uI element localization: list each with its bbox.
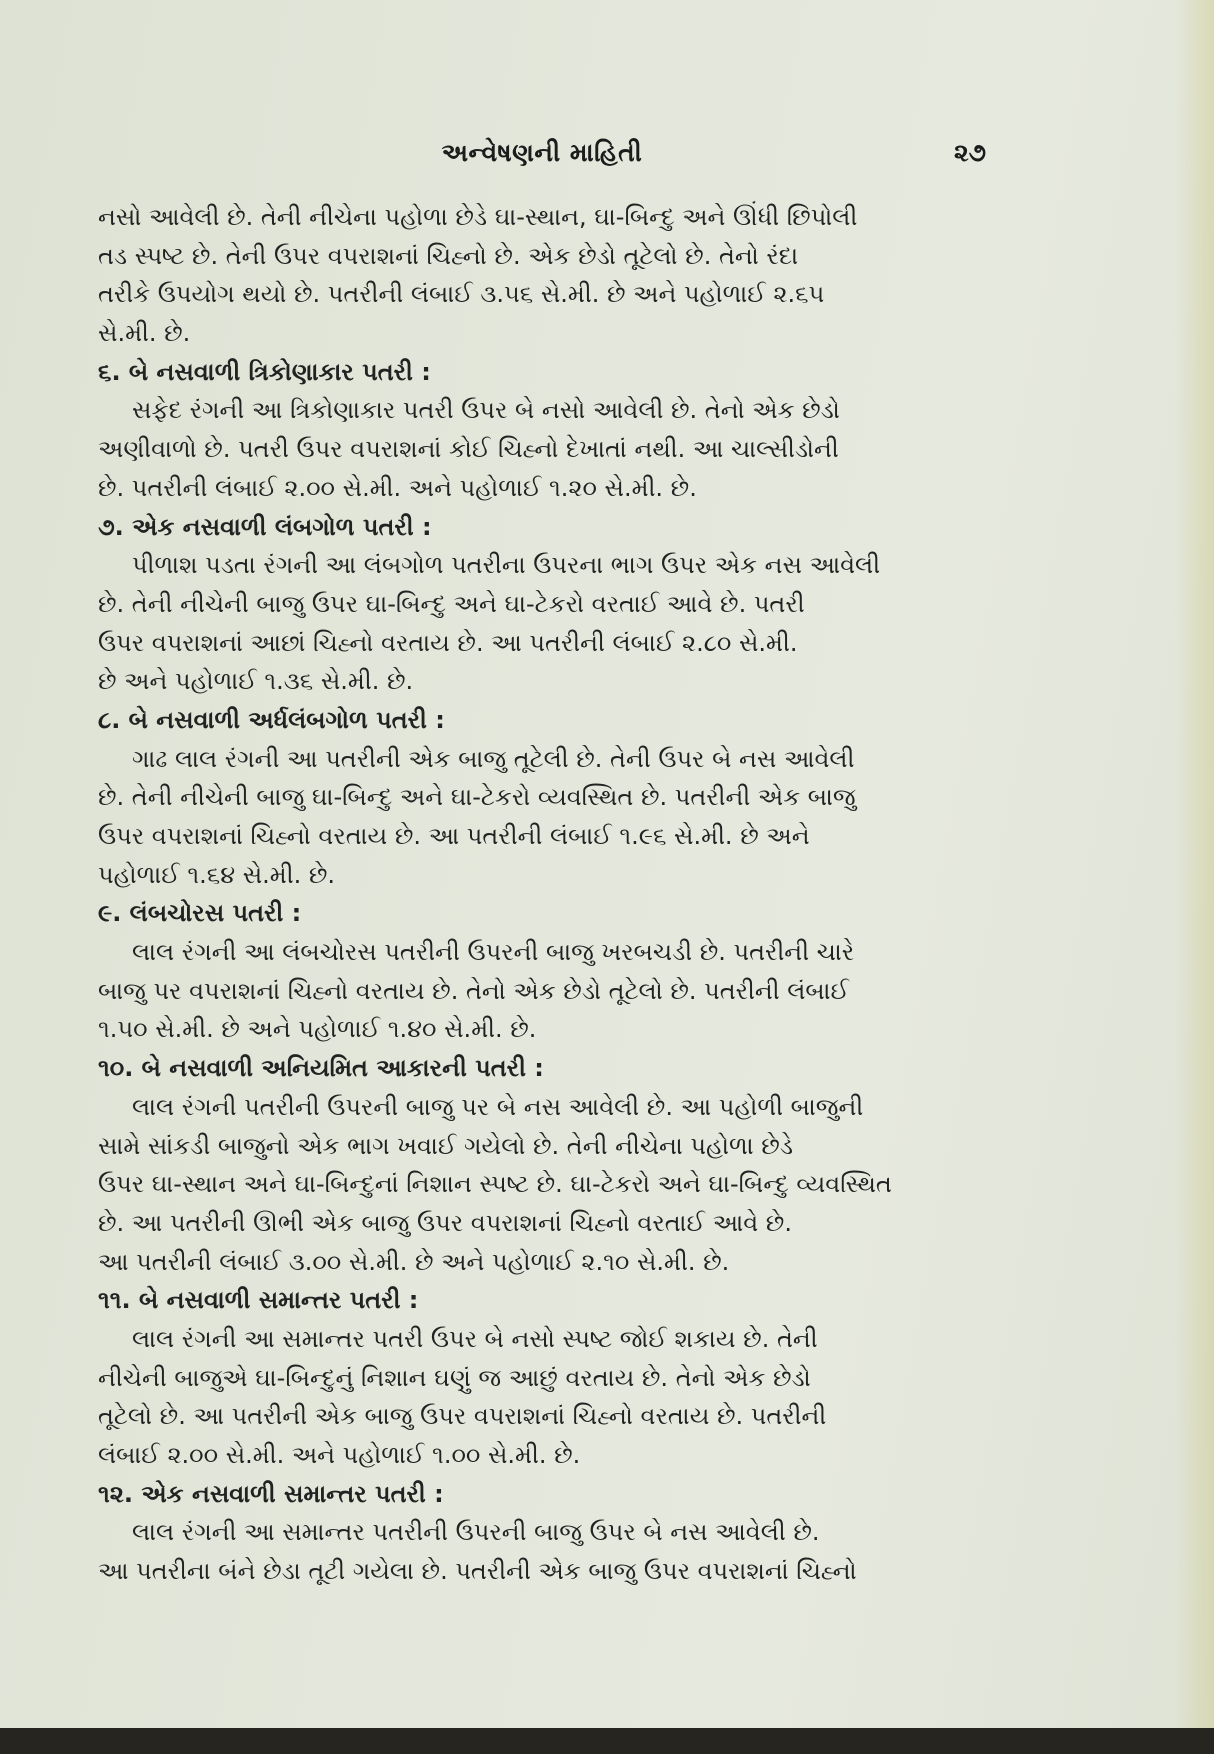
text-line: લાલ રંગની આ સમાન્તર પતરીની ઉપરની બાજુ ઉપર બે નસ આવેલી છે. xyxy=(132,1518,820,1547)
text-line: આ પતરીના બંને છેડા તૂટી ગયેલા છે. પતરીની એક બાજુ ઉપર વપરાશનાં ચિહ્નો xyxy=(98,1557,857,1586)
section-heading: ૯. લંબચોરસ પતરી : xyxy=(98,899,302,928)
text-line: છે અને પહોળાઈ ૧.૩૬ સે.મી. છે. xyxy=(98,667,414,696)
text-line: લાલ રંગની પતરીની ઉપરની બાજુ પર બે નસ આવેલી છે. આ પહોળી બાજુની xyxy=(132,1092,864,1121)
text-line: છે. આ પતરીની ઊભી એક બાજુ ઉપર વપરાશનાં ચિહ્નો વરતાઈ આવે છે. xyxy=(98,1208,792,1237)
text-line: અણીવાળો છે. પતરી ઉપર વપરાશનાં કોઈ ચિહ્નો દેખાતાં નથી. આ ચાલ્સીડોની xyxy=(98,435,839,464)
text-line: નીચેની બાજુએ ઘા-બિન્દુનું નિશાન ઘણું જ આછું વરતાય છે. તેનો એક છેડો xyxy=(98,1363,811,1392)
text-line: સામે સાંકડી બાજુનો એક ભાગ ખવાઈ ગયેલો છે. તેની નીચેના પહોળા છેડે xyxy=(98,1131,794,1160)
text-line: બાજુ પર વપરાશનાં ચિહ્નો વરતાય છે. તેનો એક છેડો તૂટેલો છે. પતરીની લંબાઈ xyxy=(98,976,850,1005)
text-line: ઉપર વપરાશનાં ચિહ્નો વરતાય છે. આ પતરીની લંબાઈ ૧.૯૬ સે.મી. છે અને xyxy=(98,822,810,850)
page-bottom-edge xyxy=(0,1728,1214,1754)
text-line: તૂટેલો છે. આ પતરીની એક બાજુ ઉપર વપરાશનાં ચિહ્નો વરતાય છે. પતરીની xyxy=(98,1402,827,1431)
text-line: ગાઢ લાલ રંગની આ પતરીની એક બાજુ તૂટેલી છે. તેની ઉપર બે નસ આવેલી xyxy=(132,744,855,773)
text-line: પહોળાઈ ૧.૬૪ સે.મી. છે. xyxy=(98,860,336,889)
text-line: ઉપર ઘા-સ્થાન અને ઘા-બિન્દુનાં નિશાન સ્પષ્ટ છે. ઘા-ટેકરો અને ઘા-બિન્દુ વ્યવસ્થિત xyxy=(98,1170,892,1199)
text-line: તરીકે ઉપયોગ થયો છે. પતરીની લંબાઈ ૩.૫૬ સે.મી. છે અને પહોળાઈ ૨.૬૫ xyxy=(98,280,825,309)
text-line: લાલ રંગની આ સમાન્તર પતરી ઉપર બે નસો સ્પષ્ટ જોઈ શકાય છે. તેની xyxy=(132,1324,818,1353)
text-line: નસો આવેલી છે. તેની નીચેના પહોળા છેડે ઘા-સ્થાન, ઘા-બિન્દુ અને ઊંધી છિપોલી xyxy=(98,203,858,231)
text-line: લંબાઈ ૨.૦૦ સે.મી. અને પહોળાઈ ૧.૦૦ સે.મી. છે. xyxy=(98,1441,581,1469)
text-line: છે. તેની નીચેની બાજુ ઘા-બિન્દુ અને ઘા-ટેકરો વ્યવસ્થિત છે. પતરીની એક બાજુ xyxy=(98,783,856,812)
text-line: આ પતરીની લંબાઈ ૩.૦૦ સે.મી. છે અને પહોળાઈ ૨.૧૦ સે.મી. છે. xyxy=(98,1247,730,1276)
text-line: છે. તેની નીચેની બાજુ ઉપર ઘા-બિન્દુ અને ઘા-ટેકરો વરતાઈ આવે છે. પતરી xyxy=(98,589,805,618)
text-line: પીળાશ પડતા રંગની આ લંબગોળ પતરીના ઉપરના ભાગ ઉપર એક નસ આવેલી xyxy=(132,551,881,580)
adjacent-page-edge xyxy=(1174,0,1214,1754)
section-heading: ૬. બે નસવાળી ત્રિકોણાકાર પતરી : xyxy=(98,357,431,386)
page-number: ૨૭ xyxy=(953,138,986,167)
section-heading: ૧૨. એક નસવાળી સમાન્તર પતરી : xyxy=(98,1479,444,1508)
text-line: લાલ રંગની આ લંબચોરસ પતરીની ઉપરની બાજુ ખરબચડી છે. પતરીની ચારે xyxy=(132,938,855,967)
running-title: અન્વેષણની માહિતી xyxy=(441,138,643,167)
section-heading: ૧૦. બે નસવાળી અનિયમિત આકારની પતરી : xyxy=(98,1054,544,1083)
section-heading: ૭. એક નસવાળી લંબગોળ પતરી : xyxy=(98,512,432,541)
section-heading: ૧૧. બે નસવાળી સમાન્તર પતરી : xyxy=(98,1286,419,1315)
section-heading: ૮. બે નસવાળી અર્ધલંબગોળ પતરી : xyxy=(98,705,445,734)
text-line: સે.મી. છે. xyxy=(98,319,191,348)
text-line: ૧.૫૦ સે.મી. છે અને પહોળાઈ ૧.૪૦ સે.મી. છે. xyxy=(98,1015,537,1044)
text-line: ઉપર વપરાશનાં આછાં ચિહ્નો વરતાય છે. આ પતરીની લંબાઈ ૨.૮૦ સે.મી. xyxy=(98,628,798,657)
page-body xyxy=(98,198,986,1591)
text-line: સફેદ રંગની આ ત્રિકોણાકાર પતરી ઉપર બે નસો આવેલી છે. તેનો એક છેડો xyxy=(132,396,840,425)
page-header xyxy=(98,138,986,178)
text-line: તડ સ્પષ્ટ છે. તેની ઉપર વપરાશનાં ચિહ્નો છે. એક છેડો તૂટેલો છે. તેનો રંદા xyxy=(98,241,799,270)
text-line: છે. પતરીની લંબાઈ ૨.૦૦ સે.મી. અને પહોળાઈ ૧.૨૦ સે.મી. છે. xyxy=(98,473,697,502)
